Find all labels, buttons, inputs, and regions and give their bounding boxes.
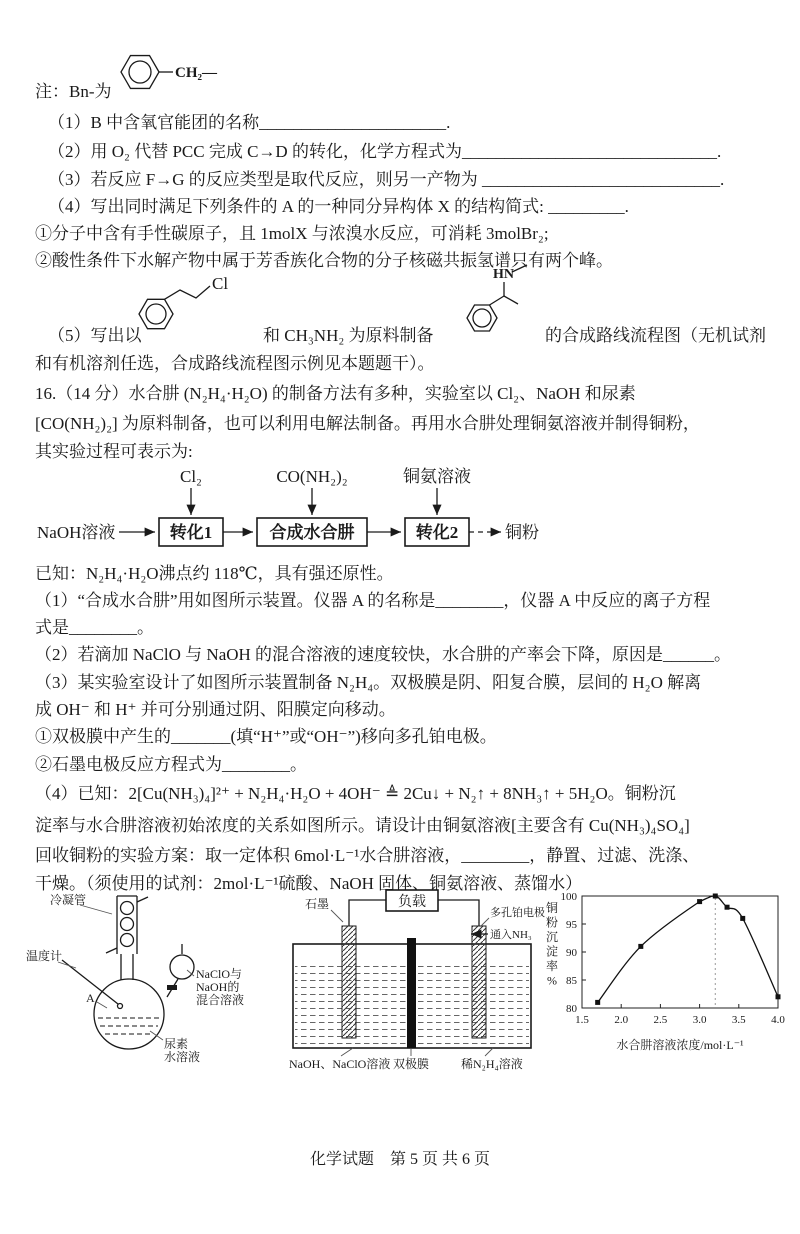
hn-label: HN: [493, 267, 514, 282]
condenser: [106, 896, 148, 980]
chart-data-point: [776, 994, 781, 999]
q16-header-line3: 其实验过程可表示为:: [35, 442, 193, 461]
graphite-electrode: [342, 926, 356, 1038]
chart-y-tick-label: 85: [566, 975, 577, 987]
urea-label-1: 尿素: [164, 1037, 189, 1051]
chart-y-axis-label-char: 沉: [545, 930, 559, 944]
flow-box2-label: 合成水合肼: [269, 523, 355, 542]
phenethyl-chloride-structure: [130, 274, 258, 340]
question-4: （4）写出同时满足下列条件的 A 的一种同分异构体 X 的结构简式: _________.: [48, 197, 629, 216]
bottom-leader-lines: [341, 1048, 493, 1056]
q16-known-info: 已知：N₂H₄·H₂O沸点约 118℃，具有强还原性。: [35, 564, 394, 583]
q16-header-line2: [CO(NH₂)₂] 为原料制备，也可以利用电解法制备。再用水合肼处理铜氨溶液并制得铜粉，: [35, 414, 700, 433]
benzyl-ch2-label: CH₂—: [175, 65, 217, 81]
question-5-part-d: 和有机溶剂任选，合成路线流程图示例见本题题干）。: [35, 354, 435, 373]
flow-naoh-input: NaOH溶液: [37, 523, 116, 542]
q16-sub2: （2）若滴加 NaClO 与 NaOH 的混合溶液的速度较快，水合肼的产率会下降，原因是______。: [35, 645, 732, 664]
q16-sub4-line1: （4）已知：2[Cu(NH₃)₄]²⁺ + N₂H₄·H₂O + 4OH⁻ ≜ 2Cu↓ + N₂↑ + 8NH₃↑ + 5H₂O。铜粉沉: [35, 784, 676, 803]
chart-y-axis-label-char: 率: [545, 959, 559, 973]
chart-y-axis-label-char: %: [547, 973, 557, 988]
flow-box3-label: 转化2: [415, 523, 459, 542]
benzene-ring: [121, 56, 159, 89]
pt-electrode-label: 多孔铂电极: [490, 907, 545, 919]
mix-solution-label-1: NaClO与: [196, 967, 242, 981]
chart-data-point: [595, 1000, 600, 1005]
bipolar-membrane: [407, 938, 416, 1048]
membrane-label: 双极膜: [393, 1057, 430, 1071]
hydrazine-synthesis-apparatus: [24, 890, 274, 1068]
pt-leader: [481, 918, 489, 926]
chart-data-point: [697, 899, 702, 904]
q16-sub3-line2: 成 OH⁻ 和 H⁺ 并可分别通过阴、阳膜定向移动。: [35, 700, 396, 719]
chart-x-tick-label: 2.5: [653, 1014, 668, 1026]
n-methyl-amine-structure: [452, 260, 552, 344]
q16-sub3-item2: ②石墨电极反应方程式为________。: [35, 755, 307, 774]
benzene-ring: [139, 299, 173, 328]
note-bn-label: 注：Bn-为: [35, 82, 112, 101]
process-flow-diagram: [35, 466, 555, 564]
right-solution-label: 稀N₂H₄溶液: [461, 1057, 523, 1071]
n-methyl-bond: [512, 265, 527, 272]
graphite-leader: [331, 910, 343, 922]
copper-precipitation-chart: [538, 886, 790, 1056]
q16-sub3-line1: （3）某实验室设计了如图所示装置制备 N₂H₄。双极膜是阴、阳复合膜，层间的 H₂O 解离: [35, 673, 702, 692]
mix-solution-label-3: 混合溶液: [196, 993, 245, 1007]
chart-x-tick-label: 3.0: [692, 1014, 707, 1026]
dropping-funnel: [167, 944, 194, 997]
chart-x-axis-label: 水合肼溶液浓度/mol·L⁻¹: [616, 1038, 744, 1052]
instrument-a-label: A: [86, 991, 95, 1005]
mix-solution-label-2: NaOH的: [196, 980, 240, 994]
c-methyl-bond: [504, 296, 518, 304]
q16-sub3-item1: ①双极膜中产生的_______(填“H⁺”或“OH⁻”)移向多孔铂电极。: [35, 727, 497, 746]
question-5-part-c: 的合成路线流程图（无机试剂: [545, 326, 766, 345]
nh3-inlet-label: 通入NH₃: [490, 929, 532, 941]
graphite-label: 石墨: [305, 897, 330, 911]
chart-x-tick-label: 2.0: [614, 1014, 629, 1026]
chart-x-tick-label: 1.5: [575, 1014, 589, 1026]
ring-bond: [490, 296, 505, 305]
urea-label-2: 水溶液: [164, 1050, 201, 1064]
question-4-condition-1: ①分子中含有手性碳原子，且 1molX 与浓溴水反应，可消耗 3molBr₂;: [35, 224, 549, 243]
benzene-ring: [467, 305, 497, 331]
chart-y-tick-label: 90: [566, 947, 577, 959]
left-solution-label: NaOH、NaClO溶液: [289, 1057, 391, 1071]
flow-box1-label: 转化1: [169, 523, 213, 542]
alkyl-chain-bonds: [165, 286, 211, 299]
question-5-part-b: 和 CH₃NH₂ 为原料制备: [263, 326, 434, 345]
question-3: （3）若反应 F→G 的反应类型是取代反应，则另一产物为 ____________________________.: [48, 170, 725, 189]
chart-curve: [598, 896, 778, 1002]
three-neck-flask: [94, 979, 164, 1049]
chart-x-tick-label: 4.0: [771, 1014, 785, 1026]
chart-y-axis-label-char: 铜: [545, 901, 559, 915]
chart-y-axis-label-char: 淀: [545, 944, 559, 959]
chart-data-point: [638, 944, 643, 949]
condenser-label: 冷凝管: [50, 893, 87, 907]
chart-y-axis-label-char: 粉: [545, 915, 559, 930]
benzyl-structure: [112, 44, 220, 100]
flow-product-label: 铜粉: [505, 523, 539, 542]
question-1: （1）B 中含氧官能团的名称______________________.: [48, 113, 451, 132]
question-4-condition-2: ②酸性条件下水解产物中属于芳香族化合物的分子核磁共振氢谱只有两个峰。: [35, 251, 613, 270]
chart-y-tick-label: 80: [566, 1003, 577, 1015]
q16-header-line1: 16.（14 分）水合肼 (N₂H₄·H₂O) 的制备方法有多种，实验室以 Cl₂、NaOH 和尿素: [35, 384, 636, 403]
porous-platinum-electrode: [472, 926, 486, 1038]
q16-sub4-line4: 干燥。（须使用的试剂：2mol·L⁻¹硫酸、NaOH 固体、铜氨溶液、蒸馏水）: [35, 874, 583, 893]
q16-sub4-line3: 回收铜粉的实验方案：取一定体积 6mol·L⁻¹水合肼溶液，________，静置、过滤、洗涤、: [35, 846, 700, 865]
chart-data-point: [725, 905, 730, 910]
q16-sub1-line2: 式是________。: [35, 618, 154, 637]
chlorine-label: Cl: [212, 274, 229, 293]
chart-y-tick-label: 95: [566, 919, 577, 931]
flow-reagent-cl2: Cl₂: [180, 467, 202, 486]
page-footer: 化学试题 第 5 页 共 6 页: [309, 1151, 490, 1168]
question-5-part-a: （5）写出以: [48, 326, 142, 345]
q16-sub1-line1: （1）“合成水合肼”用如图所示装置。仪器 A 的名称是________，仪器 A 中反应的离子方程: [35, 591, 711, 610]
chart-x-tick-label: 3.5: [731, 1014, 746, 1026]
chart-data-point: [740, 916, 745, 921]
q16-sub4-line2: 淀率与水合肼溶液初始浓度的关系如图所示。请设计由铜氨溶液[主要含有 Cu(NH₃)₄SO₄]: [35, 816, 690, 835]
electrolysis-cell-diagram: [283, 886, 548, 1076]
question-2: （2）用 O₂ 代替 PCC 完成 C→D 的转化，化学方程式为______________________________.: [48, 142, 722, 161]
chart-y-tick-label: 100: [560, 891, 577, 903]
chart-frame: [582, 896, 778, 1008]
flow-reagent-urea: CO(NH₂)₂: [276, 467, 348, 486]
chart-data-point: [713, 894, 718, 899]
load-label: 负载: [398, 895, 426, 910]
flow-reagent-copper-ammonia: 铜氨溶液: [403, 467, 471, 486]
thermometer-label: 温度计: [26, 949, 63, 963]
